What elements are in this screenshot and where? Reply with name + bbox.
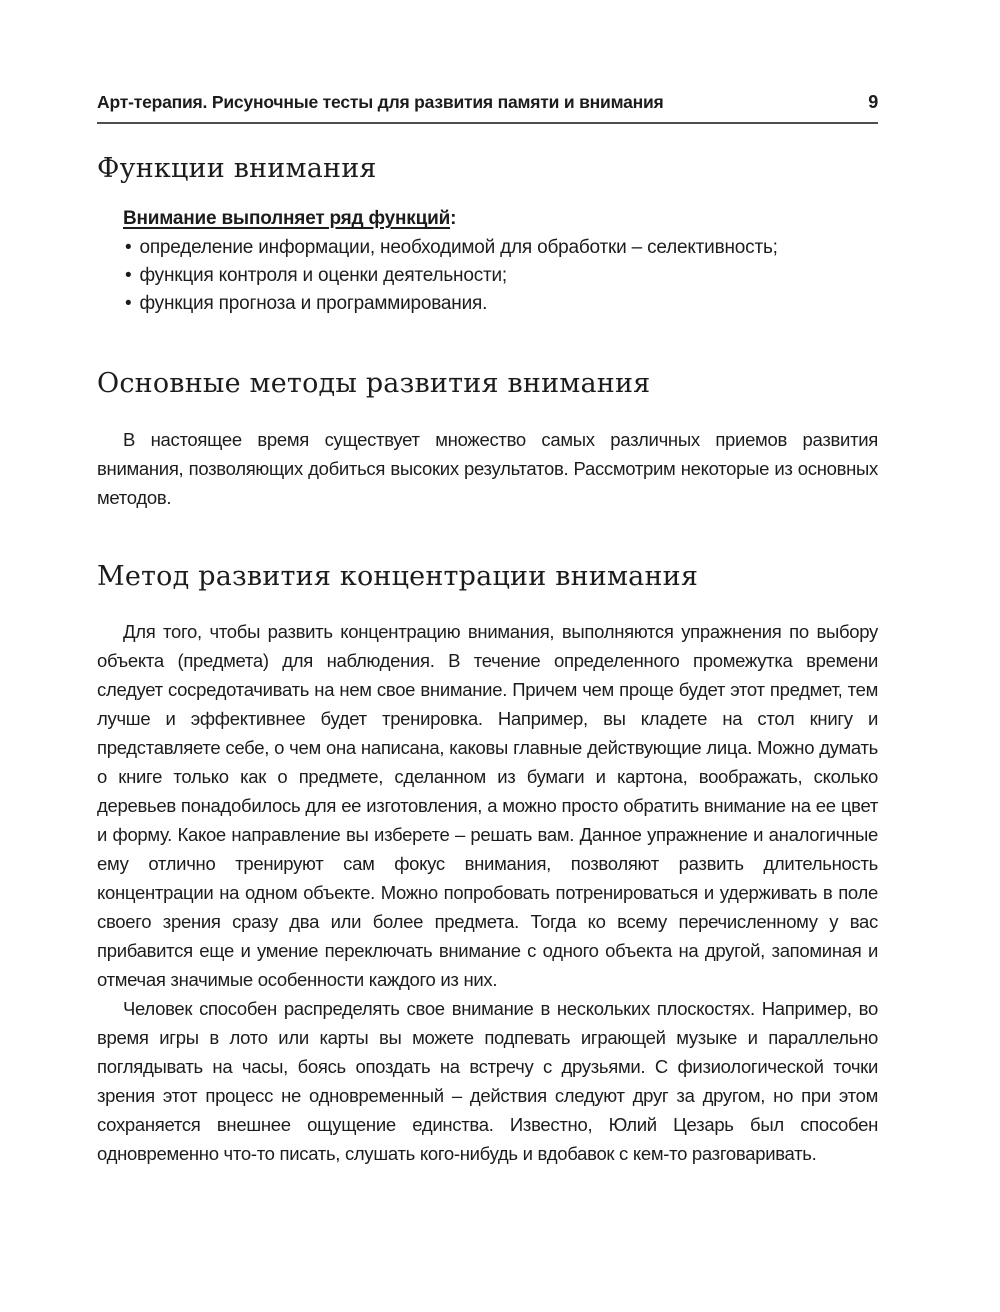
bullet-item xyxy=(125,290,878,318)
section-concentration xyxy=(97,560,878,1168)
section-functions xyxy=(97,155,878,318)
section-title-methods: Основные методы развития внимания xyxy=(97,368,651,400)
bullet-marker: • xyxy=(125,237,132,259)
bullet-item xyxy=(125,262,878,290)
bullet-item xyxy=(125,234,878,262)
functions-lead xyxy=(123,208,878,230)
bullet-marker: • xyxy=(125,293,132,315)
functions-lead-colon: : xyxy=(450,208,457,230)
functions-lead-bold: Внимание выполняет ряд функций xyxy=(123,208,451,230)
page-number: 9 xyxy=(868,92,878,112)
bullet-text: функция контроля и оценки деятельности; xyxy=(139,265,507,287)
section-title-concentration: Метод развития концентрации внимания xyxy=(97,560,699,592)
paragraph: Для того, чтобы развить концентрацию внимания, выполняются упражнения по выбору объекта (предмета) для наблюдения. В течение определенного промежутка времени следует сосредотачивать на нем свое внимание. Причем чем проще будет этот предмет, тем лучше и эффективнее будет тренировка. Например, вы кладете на стол книгу и представляете себе, о чем она написана, каковы главные действующие лица. Можно думать о книге только как о предмете, сделанном из бумаги и картона, воображать, сколько деревьев понадобилось для ее изготовления, а можно просто обратить внимание на ее цвет и форму. Какое направление вы изберете – решать вам. Данное упражнение и аналогичные ему отлично тренируют сам фокус внимания, позволяют развить длительность концентрации на одном объекте. Можно попробовать потренироваться и удерживать в поле своего зрения сразу два или более предмета. Тогда ко всему перечисленному у вас прибавится еще и умение переключать внимание с одного объекта на другой, запоминая и отмечая значимые особенности каждого из них. xyxy=(97,621,878,991)
section-methods xyxy=(97,370,878,511)
running-title: Арт-терапия. Рисуночные тесты для развития памяти и внимания xyxy=(97,92,664,112)
bullet-text: функция прогноза и программирования. xyxy=(139,293,488,315)
bullet-marker: • xyxy=(125,265,132,287)
functions-bullet-list xyxy=(97,234,878,318)
section-title-functions: Функции внимания xyxy=(97,153,377,184)
page-content xyxy=(97,155,878,1168)
page-header xyxy=(97,92,878,124)
paragraph: В настоящее время существует множество самых различных приемов развития внимания, позволяющих добиться высоких результатов. Рассмотрим некоторые из основных методов. xyxy=(97,428,878,508)
bullet-text: определение информации, необходимой для обработки – селективность; xyxy=(139,237,778,259)
paragraph: Человек способен распределять свое внимание в нескольких плоскостях. Например, во время игры в лото или карты вы можете подпевать играющей музыке и параллельно поглядывать на часы, боясь опоздать на встречу с друзьями. С физиологической точки зрения этот процесс не одновременный – действия следуют друг за другом, но при этом сохраняется внешнее ощущение единства. Известно, Юлий Цезарь был способен одновременно что-то писать, слушать кого-нибудь и вдобавок с кем-то разговаривать. xyxy=(97,998,878,1165)
